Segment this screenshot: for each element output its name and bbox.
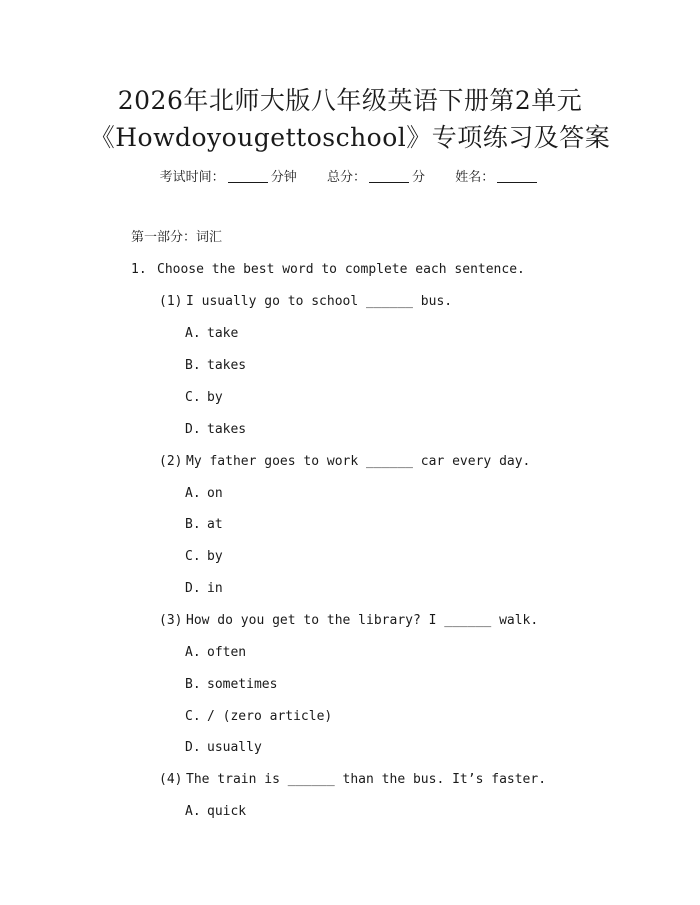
sub-question-text: How do you get to the library? I ______ walk. — [186, 613, 539, 628]
option-1c — [185, 389, 223, 407]
section-heading: 第一部分：词汇 — [131, 230, 223, 245]
name-blank — [497, 168, 537, 183]
option-text: on — [207, 486, 223, 501]
option-letter: B. — [185, 677, 201, 692]
option-text: / (zero article) — [207, 709, 333, 724]
sub-question-number: (1) — [159, 294, 183, 309]
option-text: quick — [207, 804, 247, 819]
option-text: take — [207, 326, 239, 341]
sub-question-number: (2) — [159, 454, 183, 469]
option-letter: D. — [185, 422, 201, 437]
option-2a — [185, 485, 223, 503]
option-text: takes — [207, 358, 247, 373]
question-text: Choose the best word to complete each sentence. — [157, 262, 525, 277]
question-number: 1. — [131, 262, 147, 277]
option-letter: D. — [185, 581, 201, 596]
option-1d — [185, 421, 246, 439]
score-unit: 分 — [412, 170, 426, 185]
sub-question-text: My father goes to work ______ car every day. — [186, 454, 531, 469]
option-3b — [185, 676, 277, 694]
document-title-line1: 2026年北师大版八年级英语下册第2单元 — [117, 86, 583, 115]
sub-question-1 — [159, 293, 452, 311]
option-text: in — [207, 581, 223, 596]
option-text: by — [207, 549, 223, 564]
option-2d — [185, 580, 223, 598]
option-letter: B. — [185, 517, 201, 532]
time-unit: 分钟 — [270, 170, 297, 185]
sub-question-number: (3) — [159, 613, 183, 628]
option-letter: A. — [185, 486, 201, 501]
exam-info — [0, 168, 700, 188]
sub-question-4 — [159, 771, 546, 789]
document-title-line2: 《Howdoyougettoschool》专项练习及答案 — [89, 123, 611, 152]
option-text: takes — [207, 422, 247, 437]
sub-question-2 — [159, 453, 530, 471]
option-2b — [185, 516, 223, 534]
option-letter: C. — [185, 709, 201, 724]
option-1a — [185, 325, 238, 343]
name-label: 姓名： — [455, 170, 495, 185]
option-3a — [185, 644, 246, 662]
sub-question-number: (4) — [159, 772, 183, 787]
option-text: usually — [207, 740, 262, 755]
option-letter: B. — [185, 358, 201, 373]
option-letter: D. — [185, 740, 201, 755]
option-letter: C. — [185, 549, 201, 564]
option-letter: A. — [185, 804, 201, 819]
sub-question-text: I usually go to school ______ bus. — [186, 294, 453, 309]
option-text: often — [207, 645, 247, 660]
option-2c — [185, 548, 223, 566]
time-blank — [228, 168, 268, 183]
option-3c — [185, 708, 332, 726]
sub-question-3 — [159, 612, 538, 630]
option-letter: A. — [185, 645, 201, 660]
question-1 — [131, 261, 525, 279]
option-letter: A. — [185, 326, 201, 341]
option-3d — [185, 739, 262, 757]
score-label: 总分： — [326, 170, 366, 185]
time-label: 考试时间： — [159, 170, 225, 185]
option-text: sometimes — [207, 677, 278, 692]
option-text: at — [207, 517, 223, 532]
option-letter: C. — [185, 390, 201, 405]
score-blank — [369, 168, 409, 183]
sub-question-text: The train is ______ than the bus. It’s faster. — [186, 772, 547, 787]
option-1b — [185, 357, 246, 375]
option-4a — [185, 803, 246, 821]
option-text: by — [207, 390, 223, 405]
